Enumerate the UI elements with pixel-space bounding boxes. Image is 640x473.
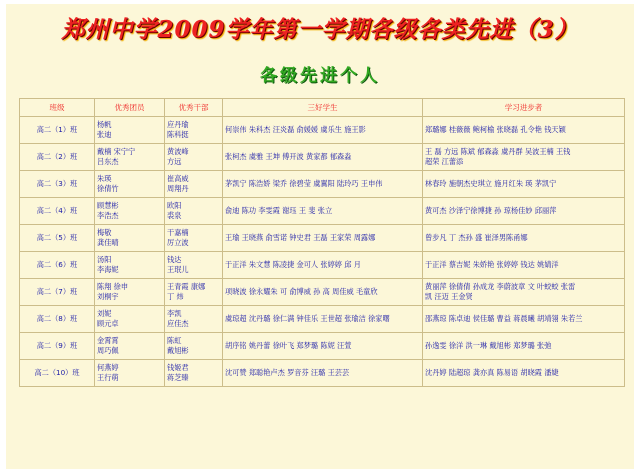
cadre-cell [165, 144, 223, 171]
merit-student-cell [223, 252, 423, 279]
cadre-cell [165, 306, 223, 333]
class-cell: 高二（8）班 [20, 306, 95, 333]
youth-league-cell-line: 金霄霄 [97, 336, 119, 345]
table-row [20, 360, 625, 387]
table-row [20, 117, 625, 144]
merit-student-cell [223, 198, 423, 225]
cadre-cell-line: 王青霞 康娜 [167, 282, 206, 291]
cadre-cell [165, 252, 223, 279]
header-youth-league: 优秀团员 [95, 99, 165, 117]
cadre-cell-line: 丁 炜 [167, 292, 184, 301]
cadre-cell [165, 279, 223, 306]
cadre-cell-line: 李凯 [167, 309, 182, 318]
youth-league-cell [95, 360, 165, 387]
header-class: 班级 [20, 99, 95, 117]
cadre-cell-line: 钱姬君 [167, 363, 189, 372]
cadre-cell-line: 干嘉楠 [167, 228, 189, 237]
cadre-cell [165, 225, 223, 252]
merit-student-cell-line: 于正洋 朱文慧 陈凌捷 金可人 张婷婷 邱 月 [225, 260, 361, 269]
progress-cell [423, 117, 625, 144]
youth-league-cell-line: 王行萌 [97, 373, 119, 382]
merit-student-cell-line: 张柯杰 虞雅 王坤 傅开波 黄家都 郁森淼 [225, 152, 352, 161]
progress-cell [423, 252, 625, 279]
merit-student-cell [223, 117, 423, 144]
youth-league-cell-line: 李浩杰 [97, 211, 119, 220]
youth-league-cell [95, 198, 165, 225]
class-cell: 高二（4）班 [20, 198, 95, 225]
cadre-cell-line: 钱达 [167, 255, 182, 264]
class-cell: 高二（2）班 [20, 144, 95, 171]
cadre-cell-line: 王珉儿 [167, 265, 189, 274]
header-merit-student: 三好学生 [223, 99, 423, 117]
merit-student-cell [223, 171, 423, 198]
progress-cell-line: 于正洋 蔡吉妮 朱娇艳 张婷婷 钱达 姚婧洋 [425, 260, 559, 269]
merit-student-cell-line: 项晓波 徐永耀朱 可 俞博威 孙 高 周佳威 毛童欣 [225, 287, 378, 296]
cadre-cell [165, 360, 223, 387]
merit-student-cell-line: 俞迪 陈功 李雯霞 谢珏 王 斐 张立 [225, 206, 333, 215]
progress-cell-line: 郑璐娜 桂薇薇 鲍柯榆 张晓磊 孔令艳 钱天颖 [425, 125, 566, 134]
cadre-cell-line: 周翔丹 [167, 184, 189, 193]
youth-league-cell-line: 徐倩竹 [97, 184, 119, 193]
progress-cell-line: 林春玲 施朝杰史琪立 施月红朱 瑛 茅凯宁 [425, 179, 557, 188]
youth-league-cell-line: 戴楠 宋宁宁 [97, 147, 136, 156]
youth-league-cell [95, 144, 165, 171]
merit-student-cell-line: 胡序铭 姚丹蕾 徐叶飞 郑梦璐 陈妮 汪萱 [225, 341, 352, 350]
progress-cell [423, 144, 625, 171]
youth-league-cell-line: 龚佳晴 [97, 238, 119, 247]
youth-league-cell-line: 周巧佩 [97, 346, 119, 355]
merit-student-cell-line: 何崇伟 朱科杰 汪炎磊 俞媛媛 虞乐生 施王影 [225, 125, 366, 134]
progress-cell [423, 225, 625, 252]
table-row [20, 306, 625, 333]
honor-table [19, 98, 625, 387]
cadre-cell-line: 裘泉 [167, 211, 182, 220]
progress-cell-line: 凯 汪迈 王金贤 [425, 292, 473, 301]
cadre-cell-line: 蒋芝臻 [167, 373, 189, 382]
youth-league-cell-line: 顾元卓 [97, 319, 119, 328]
cadre-cell-line: 应丹瑜 [167, 120, 189, 129]
youth-league-cell-line: 顾慧彬 [97, 201, 119, 210]
class-cell: 高二（1）班 [20, 117, 95, 144]
progress-cell-line: 王 磊 方远 陈斌 郁森淼 虞丹群 吴波王楠 王钱 [425, 147, 571, 156]
cadre-cell-line: 方远 [167, 157, 182, 166]
page-subtitle: 各级先进个人 [260, 66, 380, 86]
merit-student-cell [223, 333, 423, 360]
cadre-cell [165, 171, 223, 198]
youth-league-cell [95, 333, 165, 360]
merit-student-cell-line: 茅凯宁 陈浩娇 梁乔 徐碧莹 虞翼阳 陆玲巧 王申伟 [225, 179, 383, 188]
table-row [20, 225, 625, 252]
merit-student-cell [223, 279, 423, 306]
progress-cell [423, 198, 625, 225]
class-cell: 高二（3）班 [20, 171, 95, 198]
page-title: 郑州中学2009学年第一学期各级各类先进（3） [61, 16, 579, 43]
youth-league-cell-line: 陈翔 徐申 [97, 282, 129, 291]
cadre-cell [165, 117, 223, 144]
merit-student-cell [223, 144, 423, 171]
youth-league-cell-line: 杨帆 [97, 120, 112, 129]
table-row [20, 279, 625, 306]
progress-cell-line: 曾步凡 丁 杰孙 盛 崔泽男陈甬娜 [425, 233, 528, 242]
cadre-cell-line: 应佳杰 [167, 319, 189, 328]
youth-league-cell [95, 279, 165, 306]
progress-cell [423, 279, 625, 306]
cadre-cell [165, 333, 223, 360]
class-cell: 高二（10）班 [20, 360, 95, 387]
merit-student-cell [223, 225, 423, 252]
progress-cell-line: 超荣 江蕾添 [425, 157, 464, 166]
youth-league-cell-line: 张迪 [97, 130, 112, 139]
cadre-cell [165, 198, 223, 225]
class-cell: 高二（7）班 [20, 279, 95, 306]
youth-league-cell-line: 刘桐宇 [97, 292, 119, 301]
document-page [6, 4, 634, 469]
cadre-cell-line: 戴旭彬 [167, 346, 189, 355]
cadre-cell-line: 陈虹 [167, 336, 182, 345]
progress-cell [423, 171, 625, 198]
youth-league-cell-line: 刘妮 [97, 309, 112, 318]
cadre-cell-line: 黄波峰 [167, 147, 189, 156]
class-cell: 高二（9）班 [20, 333, 95, 360]
youth-league-cell [95, 171, 165, 198]
table-row [20, 333, 625, 360]
youth-league-cell-line: 李海妮 [97, 265, 119, 274]
youth-league-cell-line: 吕东杰 [97, 157, 119, 166]
merit-student-cell [223, 360, 423, 387]
table-row [20, 252, 625, 279]
merit-student-cell-line: 王瑜 王晓燕 俞雪诺 钟史君 王磊 王家荣 周露娜 [225, 233, 376, 242]
cadre-cell-line: 欧阳 [167, 201, 182, 210]
progress-cell-line: 孙逸雯 徐洋 洪一琳 戴旭彬 郑梦璐 张弛 [425, 341, 552, 350]
progress-cell-line: 邵燕琼 陈卓迪 侯佳璐 曹益 蒋晨曦 胡靖翎 朱若兰 [425, 314, 583, 323]
youth-league-cell [95, 252, 165, 279]
progress-cell-line: 黄可杰 沙泽宁徐博捷 孙 琼杨佳妙 邱丽萍 [425, 206, 557, 215]
progress-cell-line: 沈丹婷 陆超琼 龚亦真 陈易语 胡晓霞 潘婕 [425, 368, 559, 377]
progress-cell [423, 306, 625, 333]
merit-student-cell-line: 沈可赞 郑聪艳卢杰 罗音芬 汪璐 王芸芸 [225, 368, 350, 377]
youth-league-cell [95, 117, 165, 144]
class-cell: 高二（6）班 [20, 252, 95, 279]
youth-league-cell-line: 汤阳 [97, 255, 112, 264]
table-row [20, 198, 625, 225]
header-progress: 学习进步者 [423, 99, 625, 117]
youth-league-cell-line: 朱瑛 [97, 174, 112, 183]
cadre-cell-line: 陈科挺 [167, 130, 189, 139]
table-header-row [20, 99, 625, 117]
table-row [20, 171, 625, 198]
class-cell: 高二（5）班 [20, 225, 95, 252]
progress-cell-line: 黄丽萍 徐倩倩 孙成龙 李蔚波章 文 叶蛟蛟 张雷 [425, 282, 576, 291]
progress-cell [423, 333, 625, 360]
youth-league-cell [95, 225, 165, 252]
youth-league-cell-line: 何燕婷 [97, 363, 119, 372]
youth-league-cell-line: 梅敬 [97, 228, 112, 237]
merit-student-cell-line: 虞琼超 沈丹璐 徐仁满 钟佳乐 王世超 张瑜洁 徐家曙 [225, 314, 390, 323]
cadre-cell-line: 崔高威 [167, 174, 189, 183]
progress-cell [423, 360, 625, 387]
merit-student-cell [223, 306, 423, 333]
header-cadre: 优秀干部 [165, 99, 223, 117]
youth-league-cell [95, 306, 165, 333]
table-row [20, 144, 625, 171]
cadre-cell-line: 厉立波 [167, 238, 189, 247]
